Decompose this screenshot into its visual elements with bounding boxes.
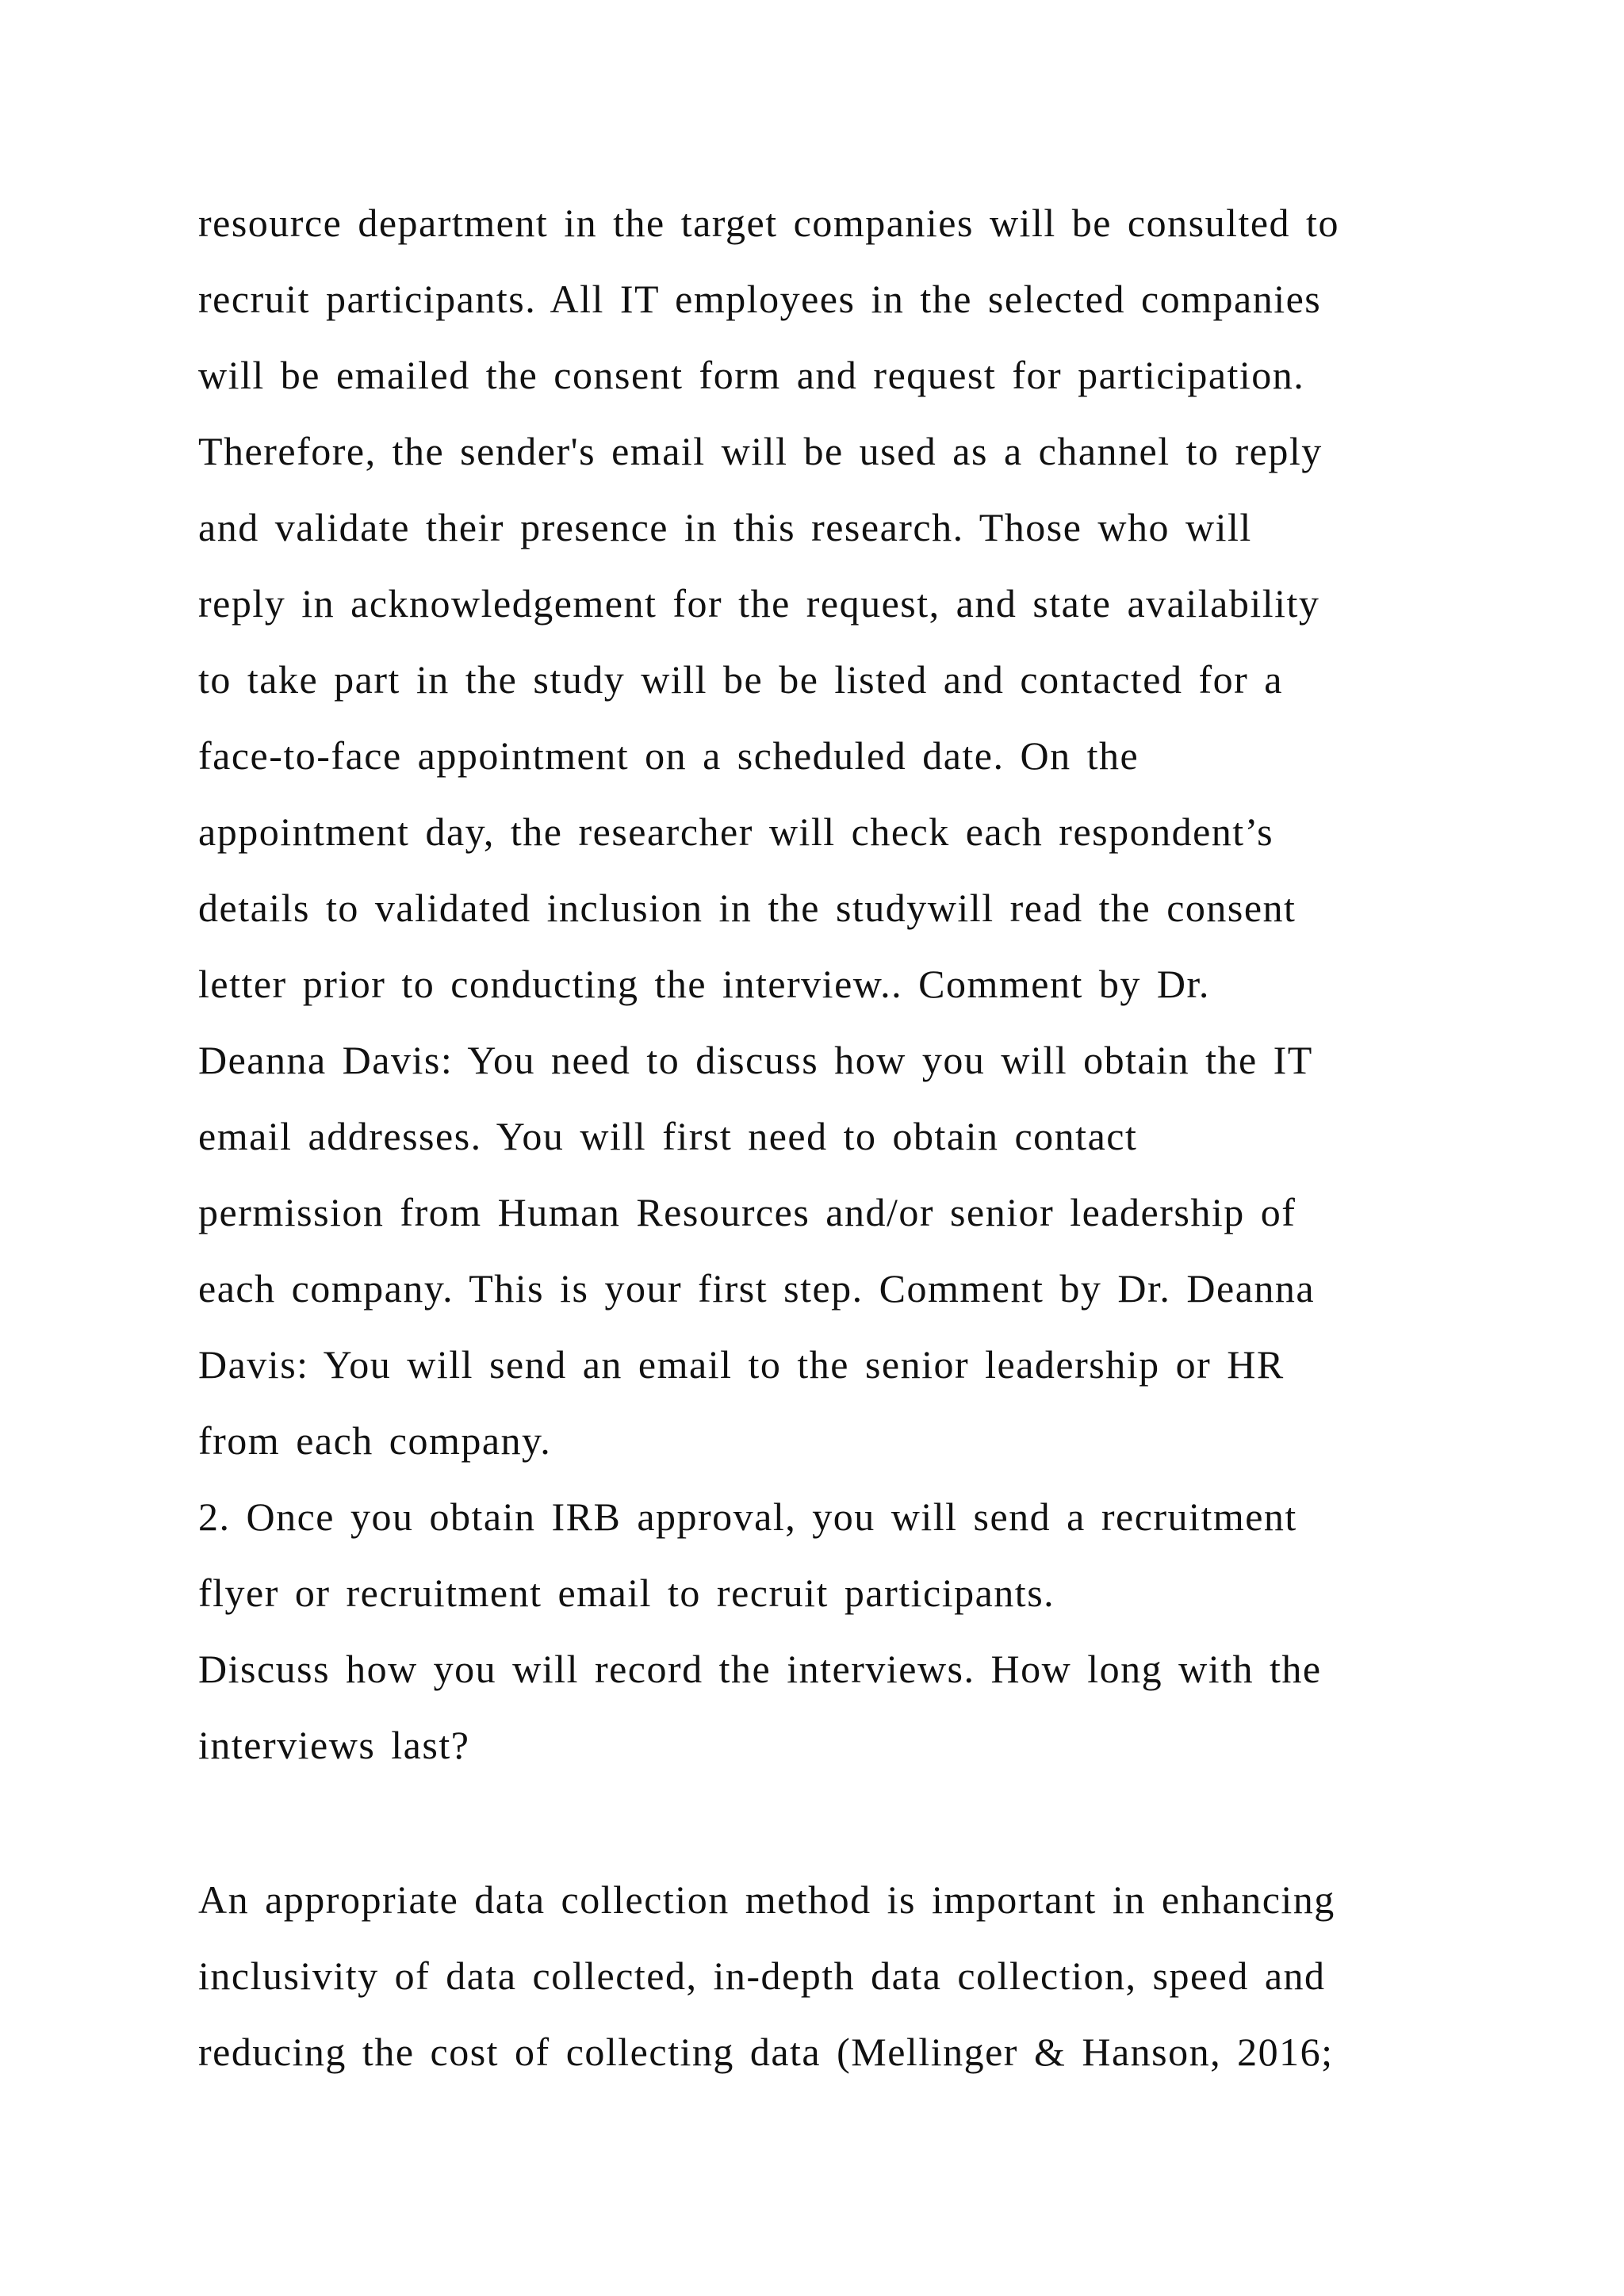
paragraph-block-recruitment — [198, 185, 1435, 1783]
text-line: will be emailed the consent form and request for participation. — [198, 353, 1305, 397]
text-line: Therefore, the sender's email will be used as a channel to reply — [198, 429, 1323, 473]
text-line: and validate their presence in this research. Those who will — [198, 505, 1252, 549]
text-line: Davis: You will send an email to the senior leadership or HR — [198, 1342, 1285, 1387]
text-line: email addresses. You will first need to obtain contact — [198, 1114, 1138, 1158]
paragraph-block-data-collection — [198, 1862, 1435, 2090]
text-line: letter prior to conducting the interview.. Comment by Dr. — [198, 962, 1210, 1006]
text-line: permission from Human Resources and/or senior leadership of — [198, 1190, 1297, 1234]
text-line: recruit participants. All IT employees in the selected companies — [198, 277, 1322, 321]
text-line: resource department in the target companies will be consulted to — [198, 201, 1339, 245]
text-line: reply in acknowledgement for the request, and state availability — [198, 581, 1320, 626]
text-line: 2. Once you obtain IRB approval, you will send a recruitment — [198, 1494, 1297, 1539]
text-line: from each company. — [198, 1418, 552, 1463]
text-line: to take part in the study will be be listed and contacted for a — [198, 657, 1283, 702]
text-line: Discuss how you will record the interviews. How long with the — [198, 1647, 1322, 1691]
text-line: inclusivity of data collected, in-depth data collection, speed and — [198, 1954, 1326, 1998]
text-line: An appropriate data collection method is important in enhancing — [198, 1877, 1335, 1922]
text-line: flyer or recruitment email to recruit participants. — [198, 1571, 1055, 1615]
text-line: reducing the cost of collecting data (Mellinger & Hanson, 2016; — [198, 2030, 1334, 2074]
text-line: Deanna Davis: You need to discuss how you will obtain the IT — [198, 1038, 1313, 1082]
text-line: face-to-face appointment on a scheduled date. On the — [198, 733, 1139, 778]
text-line: details to validated inclusion in the studywill read the consent — [198, 886, 1297, 930]
text-line: appointment day, the researcher will check each respondent’s — [198, 809, 1274, 854]
text-line: each company. This is your first step. Comment by Dr. Deanna — [198, 1266, 1316, 1311]
text-line: interviews last? — [198, 1723, 470, 1767]
